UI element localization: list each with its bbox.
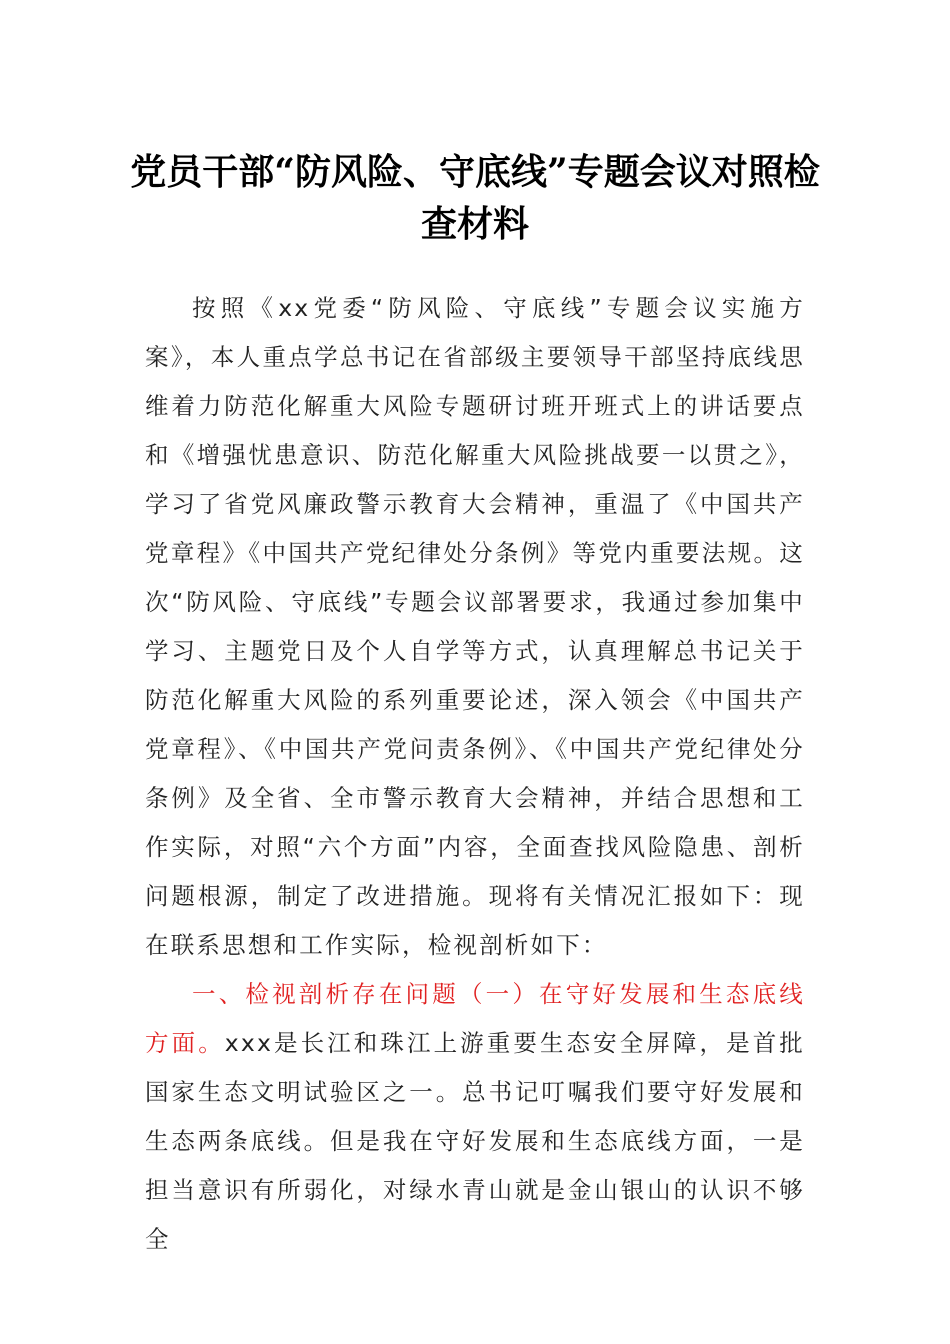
section-1-heading: 一、检视剖析存在问题（一）在守好发展和生态底线方面。 bbox=[145, 980, 805, 1057]
document-body bbox=[145, 284, 805, 1264]
section-1-text: xxx是长江和珠江上游重要生态安全屏障，是首批国家生态文明试验区之一。总书记叮嘱我们要守好发展和生态两条底线。但是我在守好发展和生态底线方面，一是担当意识有所弱化，对绿水青山就是金山银山的认识不够全 bbox=[145, 1029, 805, 1253]
intro-paragraph: 按照《xx党委“防风险、守底线”专题会议实施方案》，本人重点学总书记在省部级主要领导干部坚持底线思维着力防范化解重大风险专题研讨班开班式上的讲话要点和《增强忧患意识、防范化解重大风险挑战要一以贯之》，学习了省党风廉政警示教育大会精神，重温了《中国共产党章程》《中国共产党纪律处分条例》等党内重要法规。这次“防风险、守底线”专题会议部署要求，我通过参加集中学习、主题党日及个人自学等方式，认真理解总书记关于防范化解重大风险的系列重要论述，深入领会《中国共产党章程》、《中国共产党问责条例》、《中国共产党纪律处分条例》及全省、全市警示教育大会精神，并结合思想和工作实际，对照“六个方面”内容，全面查找风险隐患、剖析问题根源，制定了改进措施。现将有关情况汇报如下：现在联系思想和工作实际，检视剖析如下： bbox=[145, 294, 805, 959]
section-1-paragraph bbox=[145, 970, 805, 1264]
document-title: 党员干部“防风险、守底线”专题会议对照检查材料 bbox=[130, 151, 820, 245]
